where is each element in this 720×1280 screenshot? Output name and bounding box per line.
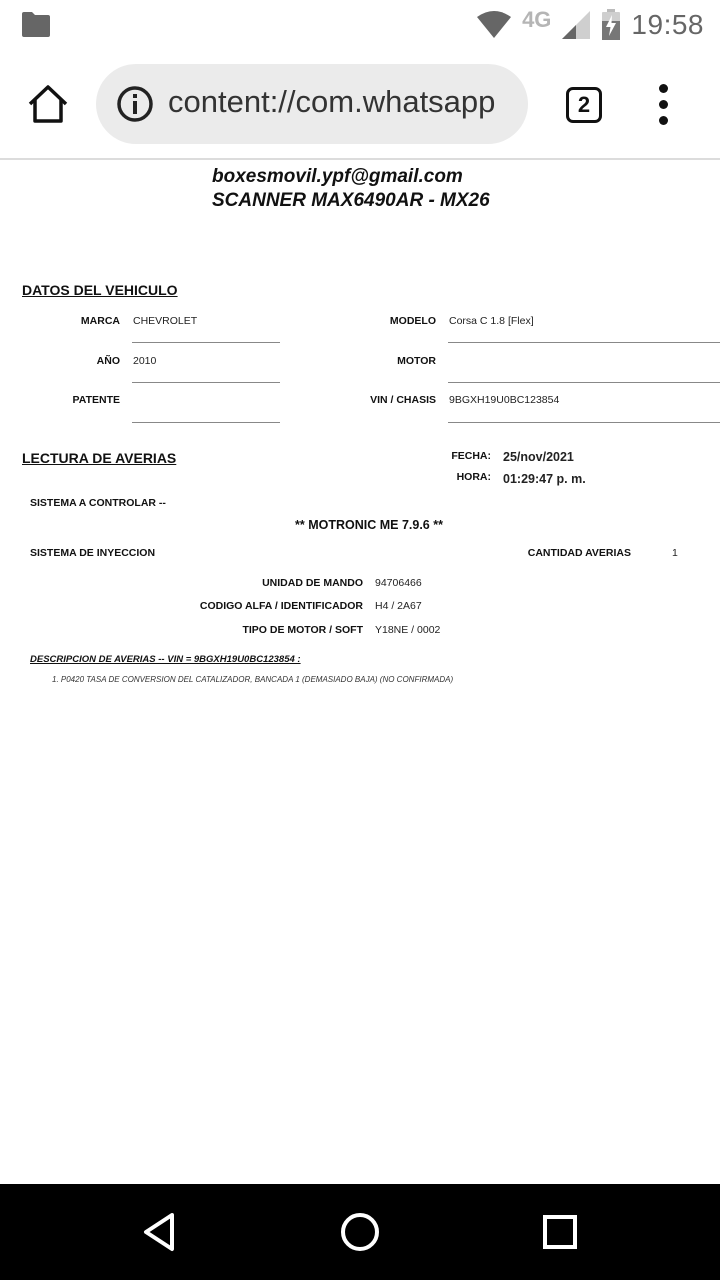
marca-label: MARCA	[80, 315, 120, 327]
network-type: 4G	[522, 7, 552, 32]
tipo-motor-value: Y18NE / 0002	[375, 624, 441, 636]
codigo-alfa-label: CODIGO ALFA / IDENTIFICADOR	[199, 600, 363, 612]
status-icons	[476, 6, 704, 44]
faults-section-title: LECTURA DE AVERIAS	[22, 450, 177, 466]
motronic-title: ** MOTRONIC ME 7.9.6 **	[295, 518, 443, 532]
vehicle-section-title: DATOS DEL VEHICULO	[22, 282, 178, 298]
modelo-underline	[448, 342, 720, 343]
sistema-controlar: SISTEMA A CONTROLAR --	[30, 497, 166, 509]
motor-label: MOTOR	[397, 355, 436, 367]
battery-charging-icon	[601, 9, 621, 41]
fecha-label: FECHA:	[451, 450, 491, 462]
unidad-mando-value: 94706466	[375, 577, 422, 589]
info-icon[interactable]	[116, 85, 154, 123]
status-bar	[0, 0, 720, 50]
patente-underline	[132, 422, 280, 423]
sistema-inyeccion: SISTEMA DE INYECCION	[30, 547, 156, 559]
navigation-bar	[0, 1184, 720, 1280]
address-bar[interactable]	[96, 64, 528, 144]
marca-value: CHEVROLET	[133, 315, 198, 327]
home-circle-icon[interactable]	[338, 1210, 382, 1254]
vin-value: 9BGXH19U0BC123854	[449, 394, 560, 406]
browser-toolbar	[0, 50, 720, 160]
cantidad-averias-label: CANTIDAD AVERIAS	[527, 547, 631, 559]
anio-label: AÑO	[96, 355, 120, 367]
patente-label: PATENTE	[72, 394, 120, 406]
header-scanner: SCANNER MAX6490AR - MX26	[212, 190, 490, 211]
fecha-value: 25/nov/2021	[503, 450, 574, 464]
anio-underline	[132, 382, 280, 383]
home-icon[interactable]	[26, 82, 70, 126]
marca-underline	[132, 342, 280, 343]
tab-switcher-button[interactable]: 2	[566, 87, 602, 123]
back-icon[interactable]	[138, 1210, 182, 1254]
cantidad-averias-value: 1	[672, 547, 678, 559]
more-vert-icon[interactable]	[654, 84, 674, 126]
url-text[interactable]: content://com.whatsapp	[168, 84, 496, 119]
clock: 19:58	[631, 9, 704, 40]
motor-underline	[448, 382, 720, 383]
modelo-label: MODELO	[389, 315, 436, 327]
pdf-document	[0, 162, 720, 1184]
vin-underline	[448, 422, 720, 423]
hora-label: HORA:	[456, 471, 491, 483]
hora-value: 01:29:47 p. m.	[503, 472, 586, 486]
fault-item: 1. P0420 TASA DE CONVERSION DEL CATALIZADOR, BANCADA 1 (DEMASIADO BAJA) (NO CONFIRMADA)	[52, 675, 454, 684]
modelo-value: Corsa C 1.8 [Flex]	[449, 315, 534, 327]
unidad-mando-label: UNIDAD DE MANDO	[262, 577, 363, 589]
recents-icon[interactable]	[538, 1210, 582, 1254]
descripcion-averias-title: DESCRIPCION DE AVERIAS -- VIN = 9BGXH19U0BC123854 :	[30, 654, 301, 665]
vin-label: VIN / CHASIS	[370, 394, 436, 406]
tipo-motor-label: TIPO DE MOTOR / SOFT	[242, 624, 363, 636]
header-email: boxesmovil.ypf@gmail.com	[212, 166, 463, 187]
folder-icon	[20, 10, 52, 38]
anio-value: 2010	[133, 355, 157, 367]
wifi-icon	[476, 11, 512, 39]
signal-icon	[561, 10, 591, 40]
codigo-alfa-value: H4 / 2A67	[375, 600, 422, 612]
